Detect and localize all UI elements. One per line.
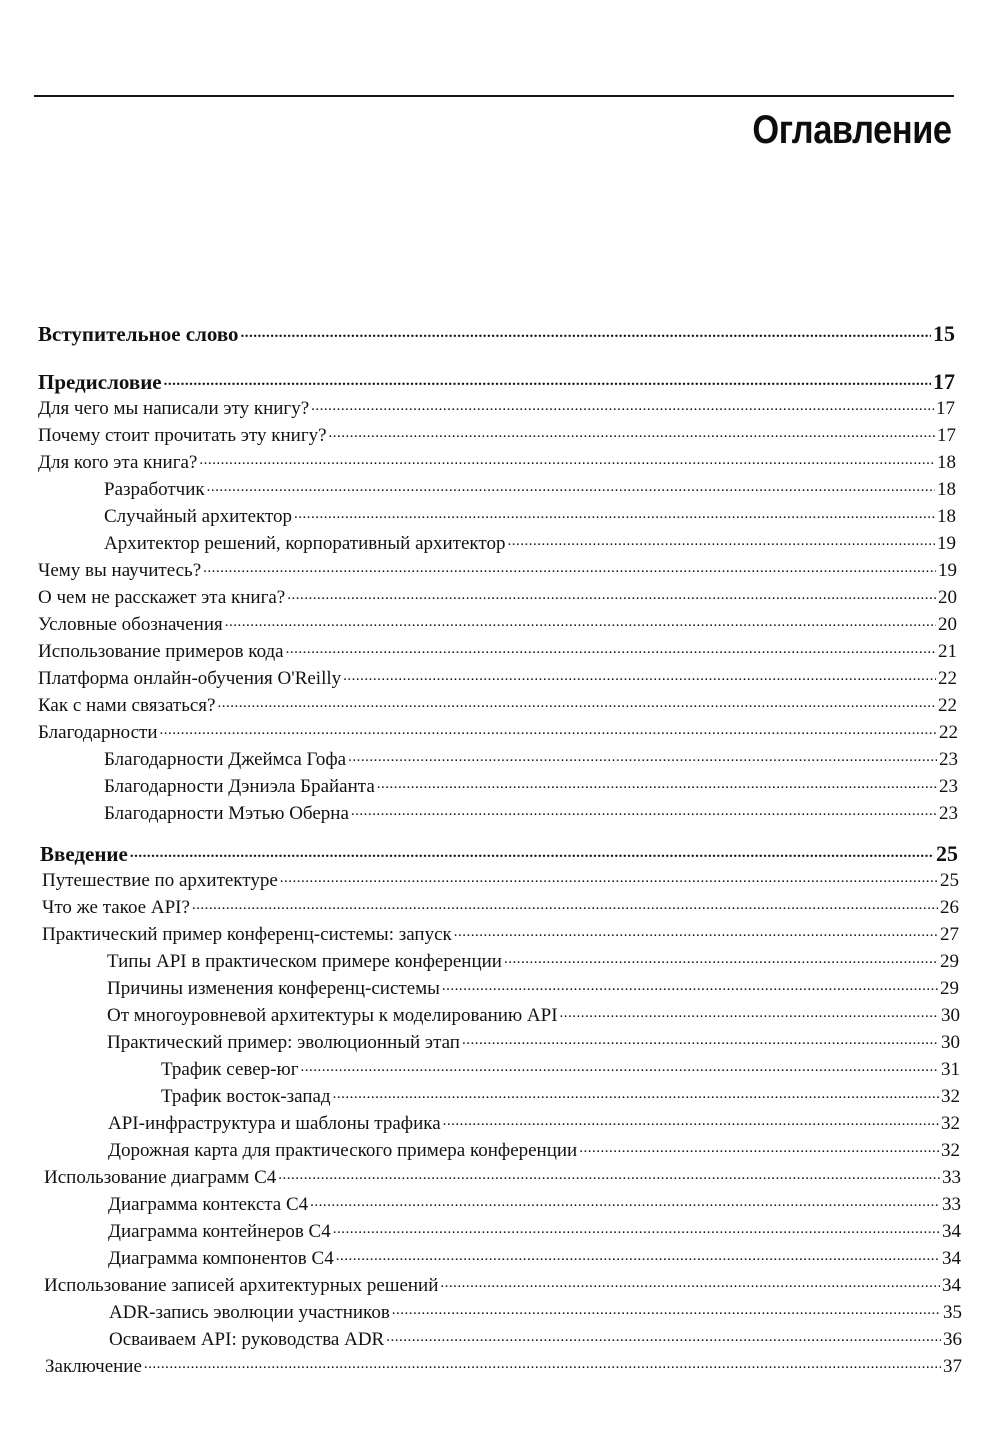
toc-entry [38, 396, 955, 422]
toc-entry [104, 747, 958, 773]
dot-leader [278, 1165, 940, 1183]
toc-page-number: 29 [940, 978, 959, 999]
toc-entry [109, 1300, 962, 1326]
dot-leader [160, 720, 938, 738]
dot-leader [343, 666, 936, 684]
dot-leader [241, 323, 931, 341]
dot-leader [579, 1138, 939, 1156]
toc-entry [104, 531, 956, 557]
toc-entry [161, 1084, 960, 1110]
toc-entry [104, 504, 956, 530]
toc-entry-title: Условные обозначения [38, 614, 223, 635]
toc-entry [104, 477, 956, 503]
toc-page-number: 33 [942, 1167, 961, 1188]
toc-entry-title: Трафик север-юг [161, 1059, 299, 1080]
dot-leader [144, 1354, 941, 1372]
dot-leader [560, 1003, 939, 1021]
toc-entry-title: Использование записей архитектурных решений [44, 1275, 439, 1296]
toc-entry-title: Диаграмма контекста С4 [108, 1194, 309, 1215]
toc-page-number: 20 [938, 587, 957, 608]
toc-page-number: 18 [937, 452, 956, 473]
dot-leader [386, 1327, 941, 1345]
toc-entry [38, 639, 957, 665]
toc-entry-title: От многоуровневой архитектуры к моделированию API [107, 1005, 558, 1026]
dot-leader [207, 477, 935, 495]
toc-page-number: 34 [942, 1275, 961, 1296]
toc-entry-title: Разработчик [104, 479, 205, 500]
toc-entry-title: Как с нами связаться? [38, 695, 216, 716]
toc-page-number: 32 [941, 1140, 960, 1161]
toc-entry-title: Дорожная карта для практического примера конференции [108, 1140, 578, 1161]
toc-page-number: 23 [939, 803, 958, 824]
dot-leader [348, 747, 937, 765]
dot-leader [203, 558, 936, 576]
dot-leader [504, 949, 938, 967]
dot-leader [462, 1030, 939, 1048]
toc-entry-title: Использование примеров кода [38, 641, 284, 662]
toc-entry-title: Архитектор решений, корпоративный архитектор [104, 533, 506, 554]
toc-page-number: 18 [937, 479, 956, 500]
dot-leader [225, 612, 936, 630]
toc-page-number: 17 [936, 398, 955, 419]
dot-leader [294, 504, 935, 522]
dot-leader [199, 450, 935, 468]
toc-page-number: 30 [941, 1005, 960, 1026]
dot-leader [280, 868, 938, 886]
dot-leader [310, 1192, 940, 1210]
toc-entry-title: Трафик восток-запад [161, 1086, 331, 1107]
toc-entry [38, 585, 957, 611]
toc-entry-title: Вступительное слово [38, 322, 239, 346]
toc-entry [45, 1354, 962, 1380]
toc-entry [108, 1246, 961, 1272]
toc-page-number: 23 [939, 776, 958, 797]
toc-entry-title: Благодарности Дэниэла Брайанта [104, 776, 375, 797]
toc-page-number: 31 [941, 1059, 960, 1080]
dot-leader [443, 1111, 939, 1129]
toc-page-number: 15 [933, 321, 955, 346]
toc-entry [38, 450, 956, 476]
toc-entry-title: О чем не расскажет эта книга? [38, 587, 286, 608]
dot-leader [442, 976, 938, 994]
toc-page-number: 19 [937, 533, 956, 554]
dot-leader [311, 396, 934, 414]
toc-entry [38, 693, 957, 719]
toc-entry-title: Введение [40, 842, 128, 866]
toc-page-number: 18 [937, 506, 956, 527]
dot-leader [440, 1273, 940, 1291]
toc-entry-title: Причины изменения конференц-системы [107, 978, 440, 999]
toc-entry-title: ADR-запись эволюции участников [109, 1302, 390, 1323]
toc-entry [38, 720, 958, 746]
toc-page-number: 29 [940, 951, 959, 972]
toc-entry-title: API-инфраструктура и шаблоны трафика [108, 1113, 441, 1134]
toc-entry-title: Что же такое API? [42, 897, 190, 918]
dot-leader [392, 1300, 941, 1318]
toc-page-number: 30 [941, 1032, 960, 1053]
toc-entry [38, 612, 957, 638]
toc-entry [107, 976, 959, 1002]
dot-leader [333, 1219, 940, 1237]
toc-page-number: 23 [939, 749, 958, 770]
toc-entry [107, 949, 959, 975]
toc-page-number: 25 [936, 841, 958, 866]
toc-entry [44, 1273, 961, 1299]
dot-leader [287, 585, 936, 603]
toc-entry-title: Случайный архитектор [104, 506, 293, 527]
toc-entry-title: Платформа онлайн-обучения O'Reilly [38, 668, 342, 689]
toc-entry-title: Предисловие [38, 370, 162, 394]
toc-entry-title: Почему стоит прочитать эту книгу? [38, 425, 327, 446]
toc-page-number: 20 [938, 614, 957, 635]
dot-leader [217, 693, 936, 711]
toc-entry [42, 922, 959, 948]
toc-entry-title: Благодарности Мэтью Оберна [104, 803, 349, 824]
top-rule [34, 95, 954, 97]
toc-entry [108, 1192, 961, 1218]
toc-page-number: 25 [940, 870, 959, 891]
toc-entry [42, 895, 959, 921]
toc-entry [38, 423, 956, 449]
dot-leader [329, 423, 935, 441]
toc-entry-title: Чему вы научитесь? [38, 560, 202, 581]
toc-entry [108, 1138, 960, 1164]
toc-entry-title: Диаграмма контейнеров С4 [108, 1221, 331, 1242]
toc-entry-title: Диаграмма компонентов С4 [108, 1248, 334, 1269]
toc-entry-title: Для чего мы написали эту книгу? [38, 398, 310, 419]
toc-page-number: 21 [938, 641, 957, 662]
toc-page-number: 37 [943, 1356, 962, 1377]
toc-entry-title: Путешествие по архитектуре [42, 870, 278, 891]
toc-entry-title: Благодарности [38, 722, 158, 743]
toc-entry-title: Для кого эта книга? [38, 452, 198, 473]
toc-entry [104, 801, 958, 827]
dot-leader [351, 801, 937, 819]
toc-page-number: 32 [941, 1086, 960, 1107]
toc-page-number: 22 [938, 668, 957, 689]
toc-page-number: 34 [942, 1221, 961, 1242]
toc-entry [104, 774, 958, 800]
toc-page-number: 19 [938, 560, 957, 581]
toc-entry-title: Практический пример: эволюционный этап [107, 1032, 460, 1053]
dot-leader [507, 531, 935, 549]
toc-page-number: 17 [933, 369, 955, 394]
toc-entry [108, 1111, 960, 1137]
toc-page-number: 33 [942, 1194, 961, 1215]
toc-entry [44, 1165, 961, 1191]
toc-entry [107, 1030, 960, 1056]
toc-entry [38, 666, 957, 692]
toc-page-number: 32 [941, 1113, 960, 1134]
toc-chapter [38, 322, 955, 352]
dot-leader [164, 371, 931, 389]
toc-entry-title: Типы API в практическом примере конференции [107, 951, 502, 972]
toc-entry [42, 868, 959, 894]
dot-leader [377, 774, 937, 792]
toc-entry-title: Благодарности Джеймса Гофа [104, 749, 347, 770]
dot-leader [454, 922, 938, 940]
toc-page-number: 17 [937, 425, 956, 446]
toc-entry [109, 1327, 962, 1353]
dot-leader [130, 843, 934, 861]
toc-entry-title: Заключение [45, 1356, 142, 1377]
toc-entry [38, 558, 957, 584]
toc-entry-title: Использование диаграмм С4 [44, 1167, 277, 1188]
toc-entry-title: Осваиваем API: руководства ADR [109, 1329, 385, 1350]
dot-leader [286, 639, 936, 657]
toc-entry [108, 1219, 961, 1245]
dot-leader [300, 1057, 939, 1075]
toc-page-number: 34 [942, 1248, 961, 1269]
toc-page-number: 35 [943, 1302, 962, 1323]
toc-page-number: 27 [940, 924, 959, 945]
dot-leader [192, 895, 938, 913]
toc-page-number: 36 [943, 1329, 962, 1350]
toc-page-number: 22 [939, 722, 958, 743]
toc-entry [107, 1003, 960, 1029]
toc-entry-title: Практический пример конференц-системы: запуск [42, 924, 452, 945]
dot-leader [336, 1246, 940, 1264]
page-title: Оглавление [752, 108, 952, 152]
toc-page-number: 22 [938, 695, 957, 716]
toc-entry [161, 1057, 960, 1083]
dot-leader [333, 1084, 939, 1102]
toc-page-number: 26 [940, 897, 959, 918]
